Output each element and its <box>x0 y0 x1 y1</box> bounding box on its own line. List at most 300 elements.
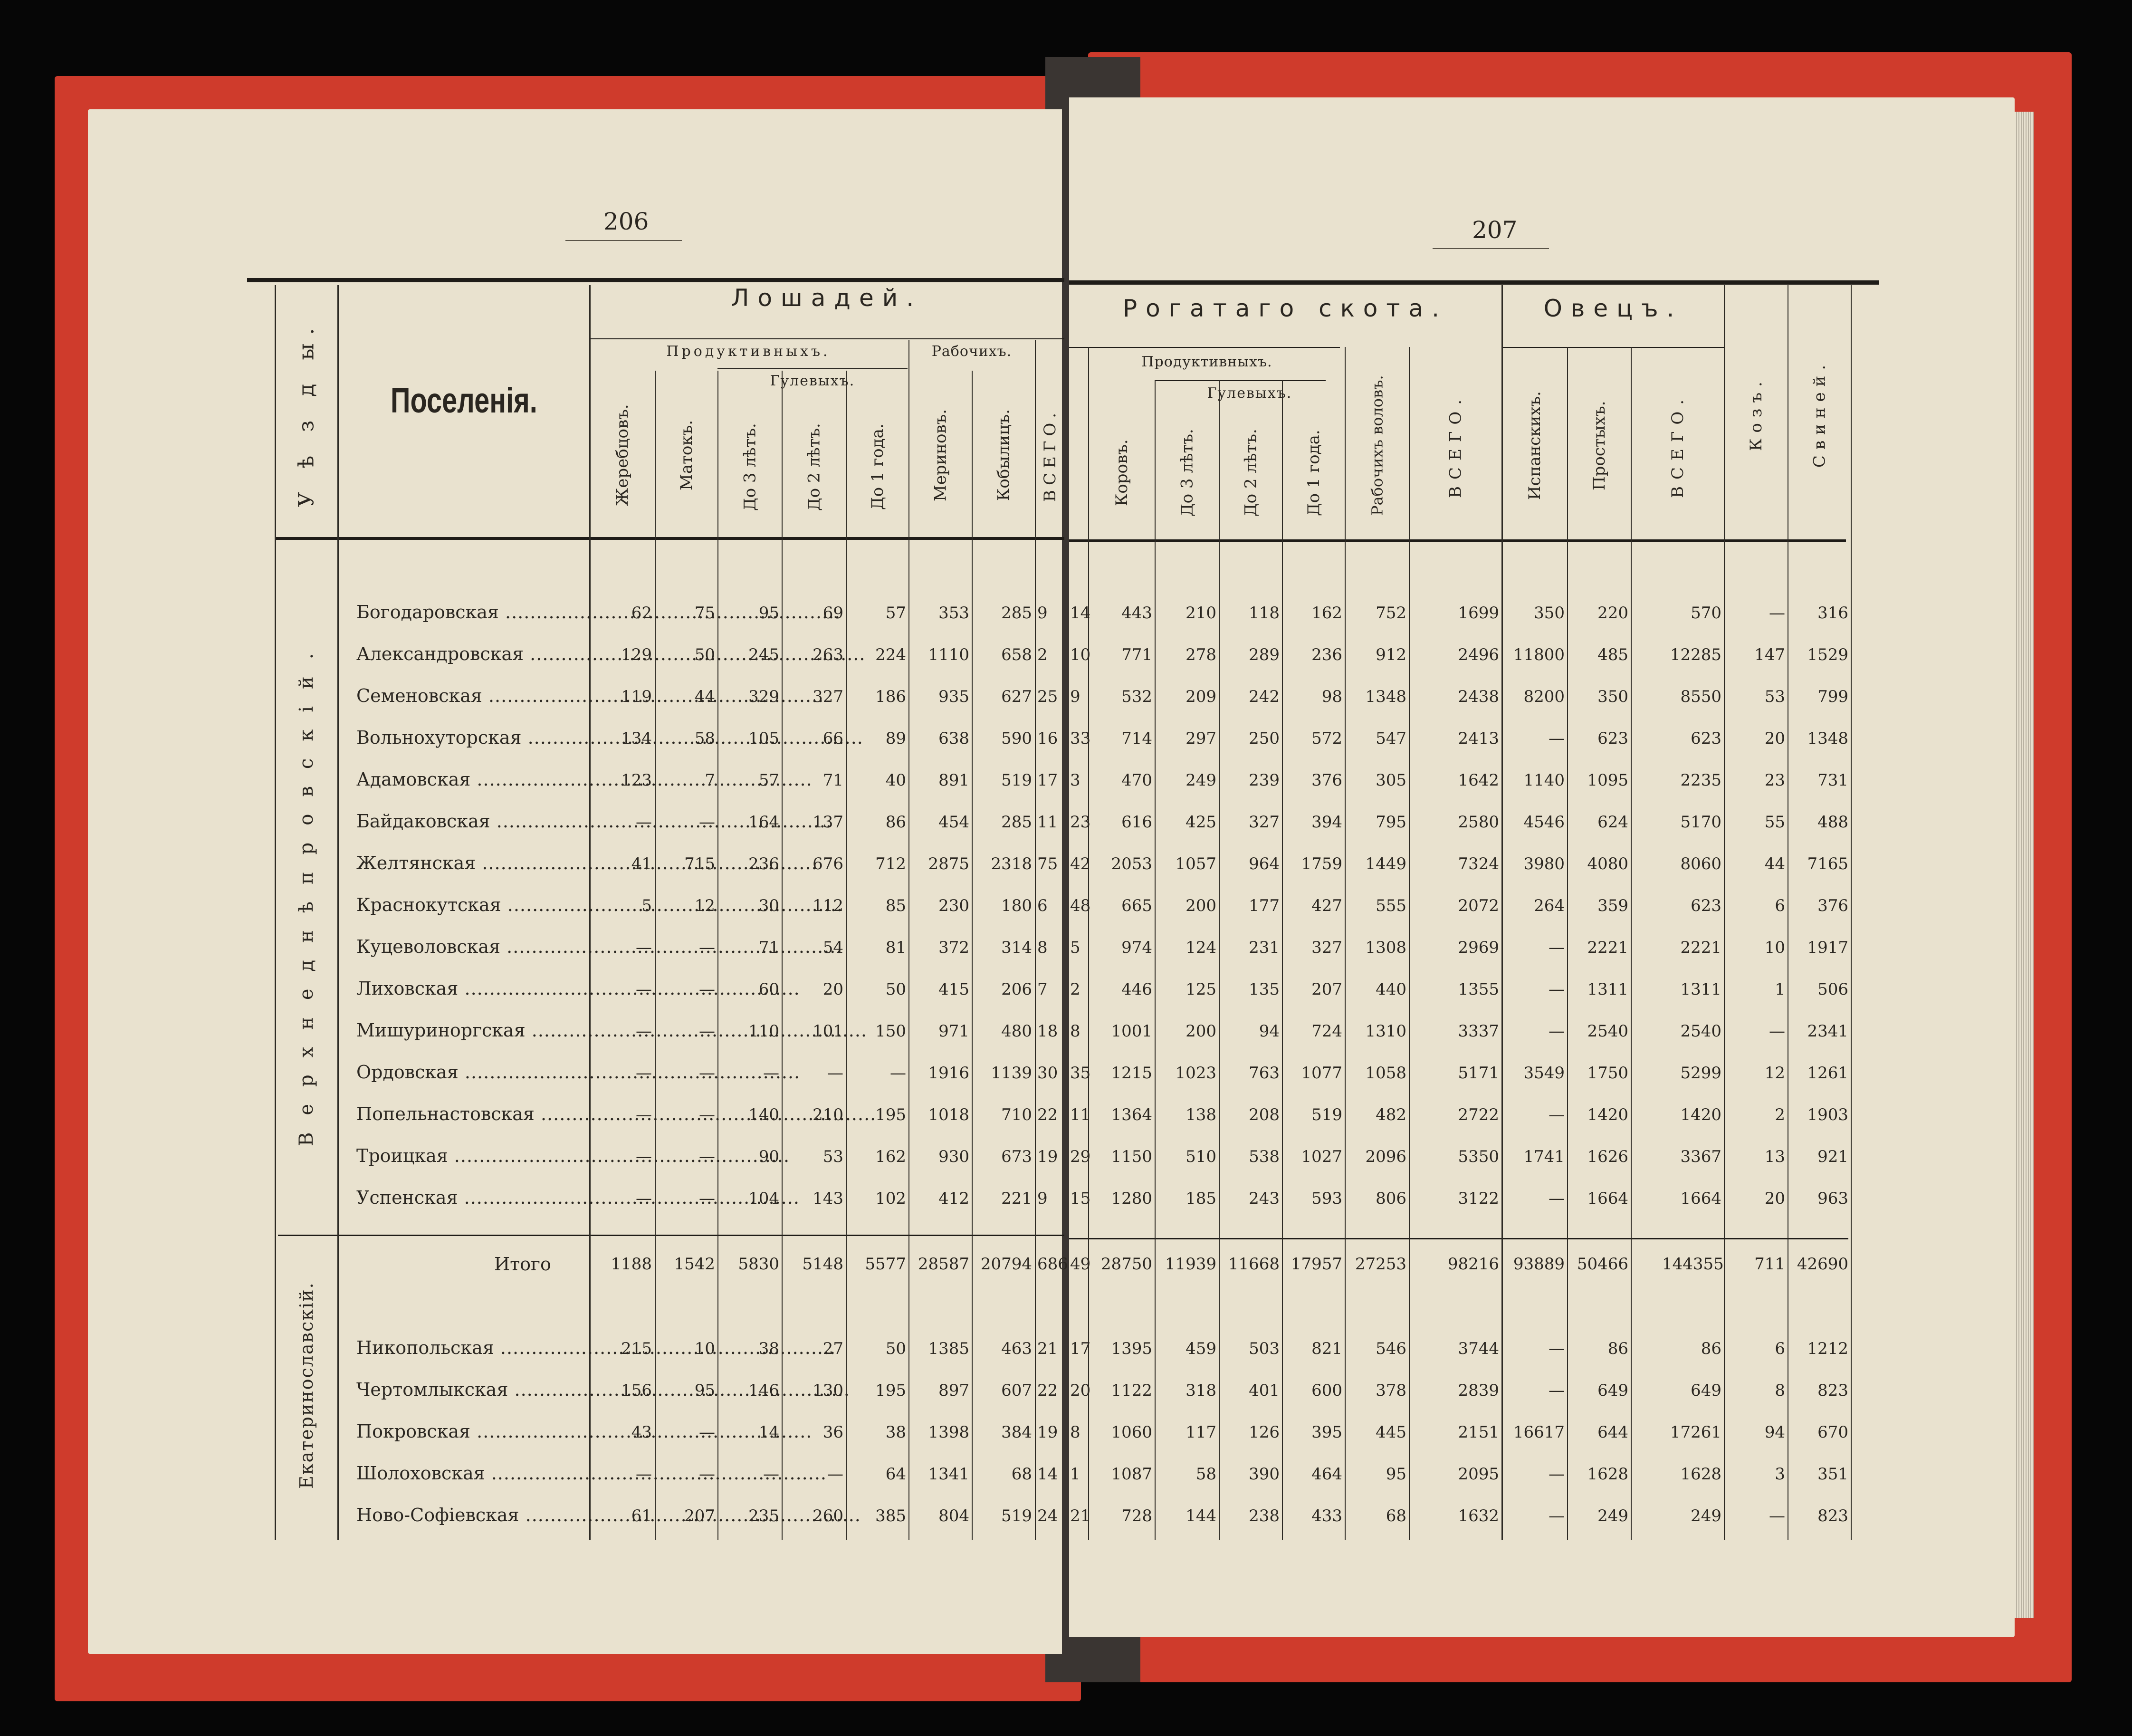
table-cell: 1139 <box>991 1064 1032 1083</box>
table-cell: 1916 <box>928 1064 969 1083</box>
table-cell: 470 <box>1121 771 1152 790</box>
table-cell: 378 <box>1376 1381 1406 1400</box>
table-cell: 912 <box>1376 645 1406 664</box>
table-cell: 44 <box>694 687 715 706</box>
table-cell: 30 <box>758 896 779 915</box>
table-cell: 140 <box>748 1105 779 1124</box>
table-cell: 427 <box>1311 896 1342 915</box>
column-header-do2-l: До 2 лѣтъ. <box>804 423 824 511</box>
table-cell: 14 <box>1037 1465 1058 1484</box>
table-cell: 1348 <box>1365 687 1406 706</box>
table-cell: 95 <box>1386 1465 1406 1484</box>
table-cell: 11 <box>1037 813 1058 832</box>
header-rule <box>1501 347 1725 348</box>
table-cell: 101 <box>813 1022 843 1041</box>
table-cell: 1699 <box>1458 604 1499 623</box>
table-cell: 30 <box>1037 1064 1058 1083</box>
table-cell: 289 <box>1249 645 1280 664</box>
table-cell: — <box>699 1465 715 1484</box>
table-cell: 897 <box>938 1381 969 1400</box>
table-cell: 712 <box>875 854 906 873</box>
table-cell: 20 <box>1070 1381 1091 1400</box>
column-header-poseleniya: Поселенія. <box>391 381 537 420</box>
table-cell: — <box>699 938 715 957</box>
table-cell: 144 <box>1186 1506 1216 1525</box>
table-cell: 384 <box>1001 1423 1032 1442</box>
table-cell: 239 <box>1249 771 1280 790</box>
table-cell: 433 <box>1311 1506 1342 1525</box>
table-cell: 41 <box>631 854 652 873</box>
table-cell: 555 <box>1376 896 1406 915</box>
table-cell: 590 <box>1001 729 1032 748</box>
table-cell: 482 <box>1376 1105 1406 1124</box>
table-cell: — <box>699 813 715 832</box>
table-top-rule-right <box>1069 280 1879 285</box>
table-cell: 547 <box>1376 729 1406 748</box>
itogo-cell: 11668 <box>1228 1255 1280 1274</box>
table-cell: 71 <box>822 771 843 790</box>
itogo-cell: 1188 <box>611 1255 652 1274</box>
settlement-name: Мишуриноргская ..... <box>356 1020 589 1041</box>
subheader-produktivnykh: Продуктивныхъ. <box>1141 354 1272 370</box>
table-cell: 7 <box>1037 980 1048 999</box>
table-cell: 55 <box>1764 813 1785 832</box>
table-cell: 242 <box>1249 687 1280 706</box>
itogo-cell: 93889 <box>1513 1255 1565 1274</box>
table-cell: 305 <box>1376 771 1406 790</box>
table-cell: 112 <box>813 896 843 915</box>
table-cell: 22 <box>1037 1381 1058 1400</box>
table-cell: 624 <box>1597 813 1628 832</box>
table-cell: 2235 <box>1680 771 1721 790</box>
table-cell: 752 <box>1376 604 1406 623</box>
table-cell: 118 <box>1249 604 1280 623</box>
table-cell: 150 <box>875 1022 906 1041</box>
itogo-cell: 144355 <box>1662 1255 1724 1274</box>
table-cell: — <box>636 938 652 957</box>
table-cell: 102 <box>875 1189 906 1208</box>
table-cell: 105 <box>748 729 779 748</box>
table-cell: — <box>636 1465 652 1484</box>
table-cell: — <box>636 1105 652 1124</box>
table-cell: 1664 <box>1680 1189 1721 1208</box>
itogo-cell: 28587 <box>918 1255 969 1274</box>
table-cell: 124 <box>1186 938 1216 957</box>
column-header-do2-r: До 2 лѣтъ. <box>1241 429 1261 517</box>
table-cell: 804 <box>938 1506 969 1525</box>
table-cell: 1 <box>1775 980 1785 999</box>
table-cell: 1398 <box>928 1423 969 1442</box>
table-cell: 9 <box>1037 604 1048 623</box>
table-cell: 463 <box>1001 1339 1032 1358</box>
table-cell: 649 <box>1691 1381 1721 1400</box>
subheader-produktivnykh: Продуктивныхъ. <box>666 343 831 360</box>
table-cell: 16617 <box>1513 1423 1565 1442</box>
itogo-cell: 20794 <box>980 1255 1032 1274</box>
table-cell: 50 <box>885 1339 906 1358</box>
table-cell: 22 <box>1037 1105 1058 1124</box>
group-header-rogatago: Рогатаго скота. <box>1122 295 1448 322</box>
itogo-cell: 711 <box>1754 1255 1785 1274</box>
table-cell: 210 <box>813 1105 843 1124</box>
table-cell: 185 <box>1186 1189 1216 1208</box>
table-cell: 33 <box>1070 729 1091 748</box>
table-cell: — <box>1549 1381 1565 1400</box>
table-cell: 143 <box>813 1189 843 1208</box>
header-rule <box>1069 347 1340 348</box>
table-cell: 210 <box>1186 604 1216 623</box>
table-cell: 3980 <box>1523 854 1565 873</box>
itogo-rule-right <box>1069 1238 1848 1239</box>
table-top-rule-left <box>247 278 1064 282</box>
column-header-vsego-horses: ВСЕГО. <box>1041 408 1060 502</box>
table-cell: 385 <box>875 1506 906 1525</box>
table-cell: 230 <box>938 896 969 915</box>
table-cell: 728 <box>1121 1506 1152 1525</box>
column-header-vsego-sheep: ВСЕГО. <box>1668 393 1687 499</box>
table-cell: 23 <box>1070 813 1091 832</box>
table-cell: 1280 <box>1111 1189 1152 1208</box>
table-cell: 27 <box>822 1339 843 1358</box>
column-header-sviney: Свиней. <box>1810 359 1829 468</box>
table-cell: 546 <box>1376 1339 1406 1358</box>
table-cell: 532 <box>1121 687 1152 706</box>
itogo-label: Итого <box>494 1254 551 1275</box>
table-cell: 658 <box>1001 645 1032 664</box>
column-divider <box>1219 380 1220 1540</box>
table-cell: 164 <box>748 813 779 832</box>
table-cell: 5 <box>641 896 652 915</box>
itogo-cell: 28750 <box>1100 1255 1152 1274</box>
table-cell: 23 <box>1764 771 1785 790</box>
table-cell: 125 <box>1186 980 1216 999</box>
table-cell: 644 <box>1597 1423 1628 1442</box>
table-cell: 714 <box>1121 729 1152 748</box>
table-cell: 20 <box>822 980 843 999</box>
table-cell: 3122 <box>1458 1189 1499 1208</box>
table-cell: 1628 <box>1680 1465 1721 1484</box>
table-cell: 506 <box>1817 980 1848 999</box>
settlement-name: Семеновская ..... <box>356 685 589 706</box>
settlement-name: Попельнастовская ..... <box>356 1103 589 1124</box>
table-cell: 673 <box>1001 1147 1032 1166</box>
table-cell: 89 <box>885 729 906 748</box>
table-cell: 17 <box>1037 771 1058 790</box>
table-cell: 2540 <box>1587 1022 1628 1041</box>
table-cell: 14 <box>758 1423 779 1442</box>
table-cell: 64 <box>885 1465 906 1484</box>
table-cell: — <box>890 1064 906 1083</box>
table-cell: 570 <box>1691 604 1721 623</box>
settlement-name: Лиховская ..... <box>356 978 589 999</box>
table-cell: 3549 <box>1523 1064 1565 1083</box>
table-cell: 8550 <box>1680 687 1721 706</box>
settlement-name: Никопольская ..... <box>356 1337 589 1358</box>
table-cell: 60 <box>758 980 779 999</box>
table-cell: 1001 <box>1111 1022 1152 1041</box>
table-cell: — <box>1549 1189 1565 1208</box>
table-cell: 8 <box>1775 1381 1785 1400</box>
table-cell: 48 <box>1070 896 1091 915</box>
table-cell: 1628 <box>1587 1465 1628 1484</box>
table-cell: 638 <box>938 729 969 748</box>
table-cell: 974 <box>1121 938 1152 957</box>
table-cell: 58 <box>694 729 715 748</box>
table-cell: 17261 <box>1670 1423 1721 1442</box>
table-cell: 1903 <box>1807 1105 1848 1124</box>
table-cell: 5170 <box>1680 813 1721 832</box>
table-cell: 1529 <box>1807 645 1848 664</box>
table-cell: — <box>699 1147 715 1166</box>
table-cell: 1632 <box>1458 1506 1499 1525</box>
group-header-ovets: Овецъ. <box>1543 295 1683 322</box>
table-cell: — <box>763 1064 779 1083</box>
table-cell: 2318 <box>991 854 1032 873</box>
table-cell: 327 <box>1311 938 1342 957</box>
table-cell: 54 <box>822 938 843 957</box>
table-cell: — <box>1769 1022 1785 1041</box>
table-cell: 19 <box>1037 1423 1058 1442</box>
table-cell: 13 <box>1764 1147 1785 1166</box>
table-cell: 351 <box>1817 1465 1848 1484</box>
table-cell: 53 <box>822 1147 843 1166</box>
table-cell: 8060 <box>1680 854 1721 873</box>
table-cell: 10 <box>1764 938 1785 957</box>
table-cell: 1027 <box>1301 1147 1342 1166</box>
table-cell: 2969 <box>1458 938 1499 957</box>
settlement-name: Троицкая ..... <box>356 1145 589 1166</box>
table-cell: 95 <box>758 604 779 623</box>
table-cell: 44 <box>1764 854 1785 873</box>
table-cell: — <box>827 1465 843 1484</box>
table-cell: 2221 <box>1680 938 1721 957</box>
table-cell: 715 <box>684 854 715 873</box>
table-cell: 724 <box>1311 1022 1342 1041</box>
settlement-name: Байдаковская ..... <box>356 811 589 832</box>
district-separator <box>278 1235 589 1236</box>
table-cell: 186 <box>875 687 906 706</box>
table-cell: 220 <box>1597 604 1628 623</box>
table-cell: 488 <box>1817 813 1848 832</box>
table-cell: 1122 <box>1111 1381 1152 1400</box>
table-cell: 1110 <box>928 645 969 664</box>
table-cell: 480 <box>1001 1022 1032 1041</box>
column-header-do1-r: До 1 года. <box>1304 430 1323 516</box>
table-cell: 8 <box>1070 1022 1080 1041</box>
table-cell: 443 <box>1121 604 1152 623</box>
table-cell: 123 <box>621 771 652 790</box>
table-cell: 147 <box>1754 645 1785 664</box>
itogo-cell: 42690 <box>1797 1255 1848 1274</box>
table-cell: 454 <box>938 813 969 832</box>
table-cell: 607 <box>1001 1381 1032 1400</box>
table-cell: 200 <box>1186 896 1216 915</box>
table-cell: 57 <box>885 604 906 623</box>
table-cell: 1212 <box>1807 1339 1848 1358</box>
table-cell: 1348 <box>1807 729 1848 748</box>
table-cell: 395 <box>1311 1423 1342 1442</box>
table-cell: 795 <box>1376 813 1406 832</box>
table-cell: 8200 <box>1523 687 1565 706</box>
table-cell: 1058 <box>1365 1064 1406 1083</box>
table-cell: 2 <box>1775 1105 1785 1124</box>
table-cell: 806 <box>1376 1189 1406 1208</box>
table-cell: 771 <box>1121 645 1152 664</box>
table-cell: — <box>636 1147 652 1166</box>
table-cell: 8 <box>1037 938 1048 957</box>
table-cell: 69 <box>822 604 843 623</box>
table-cell: 263 <box>813 645 843 664</box>
settlement-name: Шолоховская ..... <box>356 1463 589 1484</box>
itogo-cell: 49 <box>1070 1255 1091 1274</box>
table-cell: 415 <box>938 980 969 999</box>
table-cell: 117 <box>1186 1423 1216 1442</box>
column-header-kobylits: Кобылицъ. <box>994 409 1013 501</box>
table-cell: 3744 <box>1458 1339 1499 1358</box>
table-cell: 710 <box>1001 1105 1032 1124</box>
table-cell: 38 <box>885 1423 906 1442</box>
table-cell: — <box>636 1022 652 1041</box>
column-header-merinov: Мериновъ. <box>931 409 950 501</box>
table-cell: 249 <box>1691 1506 1721 1525</box>
table-cell: 1077 <box>1301 1064 1342 1083</box>
table-cell: 209 <box>1186 687 1216 706</box>
table-cell: 4546 <box>1523 813 1565 832</box>
table-cell: 57 <box>758 771 779 790</box>
table-cell: 5350 <box>1458 1147 1499 1166</box>
table-cell: 2413 <box>1458 729 1499 748</box>
table-cell: — <box>636 1064 652 1083</box>
table-cell: 42 <box>1070 854 1091 873</box>
table-cell: 1385 <box>928 1339 969 1358</box>
table-cell: 1750 <box>1587 1064 1628 1083</box>
settlement-name: Успенская ..... <box>356 1187 589 1208</box>
table-cell: 264 <box>1534 896 1565 915</box>
subheader-gulevykh: Гулевыхъ. <box>770 373 855 389</box>
table-cell: 665 <box>1121 896 1152 915</box>
table-cell: 195 <box>875 1105 906 1124</box>
table-cell: 627 <box>1001 687 1032 706</box>
table-cell: 1642 <box>1458 771 1499 790</box>
table-cell: 519 <box>1001 1506 1032 1525</box>
table-cell: 81 <box>885 938 906 957</box>
table-cell: 1311 <box>1680 980 1721 999</box>
table-cell: — <box>1549 980 1565 999</box>
table-cell: 2580 <box>1458 813 1499 832</box>
table-cell: 3 <box>1070 771 1080 790</box>
table-cell: 297 <box>1186 729 1216 748</box>
table-cell: 215 <box>621 1339 652 1358</box>
table-cell: 1355 <box>1458 980 1499 999</box>
table-cell: 350 <box>1534 604 1565 623</box>
table-cell: 390 <box>1249 1465 1280 1484</box>
table-cell: 891 <box>938 771 969 790</box>
table-cell: 823 <box>1817 1506 1848 1525</box>
table-cell: 86 <box>1701 1339 1721 1358</box>
settlement-name: Александровская ..... <box>356 643 589 664</box>
table-cell: 2839 <box>1458 1381 1499 1400</box>
table-cell: — <box>699 1064 715 1083</box>
subheader-gulevykh: Гулевыхъ. <box>1207 385 1292 402</box>
table-cell: — <box>1549 729 1565 748</box>
settlement-name: Ново-Софіевская ..... <box>356 1505 589 1525</box>
table-cell: — <box>699 1423 715 1442</box>
table-cell: 1150 <box>1111 1147 1152 1166</box>
table-cell: 2 <box>1070 980 1080 999</box>
table-cell: 71 <box>758 938 779 957</box>
table-cell: 53 <box>1764 687 1785 706</box>
table-cell: 2722 <box>1458 1105 1499 1124</box>
table-cell: 162 <box>875 1147 906 1166</box>
itogo-cell: 5577 <box>865 1255 906 1274</box>
table-cell: 138 <box>1186 1105 1216 1124</box>
table-cell: 62 <box>631 604 652 623</box>
table-cell: 359 <box>1597 896 1628 915</box>
table-cell: — <box>1549 938 1565 957</box>
table-cell: 15 <box>1070 1189 1091 1208</box>
table-cell: 50 <box>694 645 715 664</box>
settlement-name: Богодаровская ..... <box>356 602 589 623</box>
table-cell: 2496 <box>1458 645 1499 664</box>
table-cell: 4080 <box>1587 854 1628 873</box>
table-cell: 412 <box>938 1189 969 1208</box>
table-cell: — <box>699 1022 715 1041</box>
table-cell: 600 <box>1311 1381 1342 1400</box>
table-cell: 593 <box>1311 1189 1342 1208</box>
table-cell: 821 <box>1311 1339 1342 1358</box>
table-cell: 18 <box>1037 1022 1058 1041</box>
table-cell: 260 <box>813 1506 843 1525</box>
table-cell: — <box>763 1465 779 1484</box>
table-cell: 503 <box>1249 1339 1280 1358</box>
table-cell: 206 <box>1001 980 1032 999</box>
table-cell: 180 <box>1001 896 1032 915</box>
table-cell: 2053 <box>1111 854 1152 873</box>
itogo-cell: 17957 <box>1291 1255 1342 1274</box>
table-cell: 207 <box>684 1506 715 1525</box>
table-cell: 238 <box>1249 1506 1280 1525</box>
table-cell: 350 <box>1597 687 1628 706</box>
table-cell: 21 <box>1037 1339 1058 1358</box>
table-cell: — <box>699 1189 715 1208</box>
table-cell: 329 <box>748 687 779 706</box>
column-header-ispanskikh: Испанскихъ. <box>1525 391 1544 500</box>
itogo-cell: 5830 <box>738 1255 779 1274</box>
itogo-cell: 98216 <box>1447 1255 1499 1274</box>
table-cell: 85 <box>885 896 906 915</box>
table-cell: 1308 <box>1365 938 1406 957</box>
table-cell: 394 <box>1311 813 1342 832</box>
table-cell: — <box>1549 1022 1565 1041</box>
table-cell: 104 <box>748 1189 779 1208</box>
itogo-cell: 686 <box>1037 1255 1068 1274</box>
column-header-uezdy: У ѣ з д ы. <box>294 319 319 508</box>
column-header-prostykh: Простыхъ. <box>1590 401 1609 490</box>
table-cell: 17 <box>1070 1339 1091 1358</box>
table-cell: 43 <box>631 1423 652 1442</box>
table-cell: 823 <box>1817 1381 1848 1400</box>
table-cell: 372 <box>938 938 969 957</box>
settlement-name: Вольнохуторская ..... <box>356 727 589 748</box>
table-cell: 1057 <box>1175 854 1216 873</box>
table-cell: 3 <box>1775 1465 1785 1484</box>
table-cell: — <box>1769 1506 1785 1525</box>
table-cell: 318 <box>1186 1381 1216 1400</box>
itogo-cell: 5148 <box>802 1255 843 1274</box>
table-cell: 235 <box>748 1506 779 1525</box>
table-cell: — <box>699 980 715 999</box>
settlement-name: Адамовская ..... <box>356 769 589 790</box>
